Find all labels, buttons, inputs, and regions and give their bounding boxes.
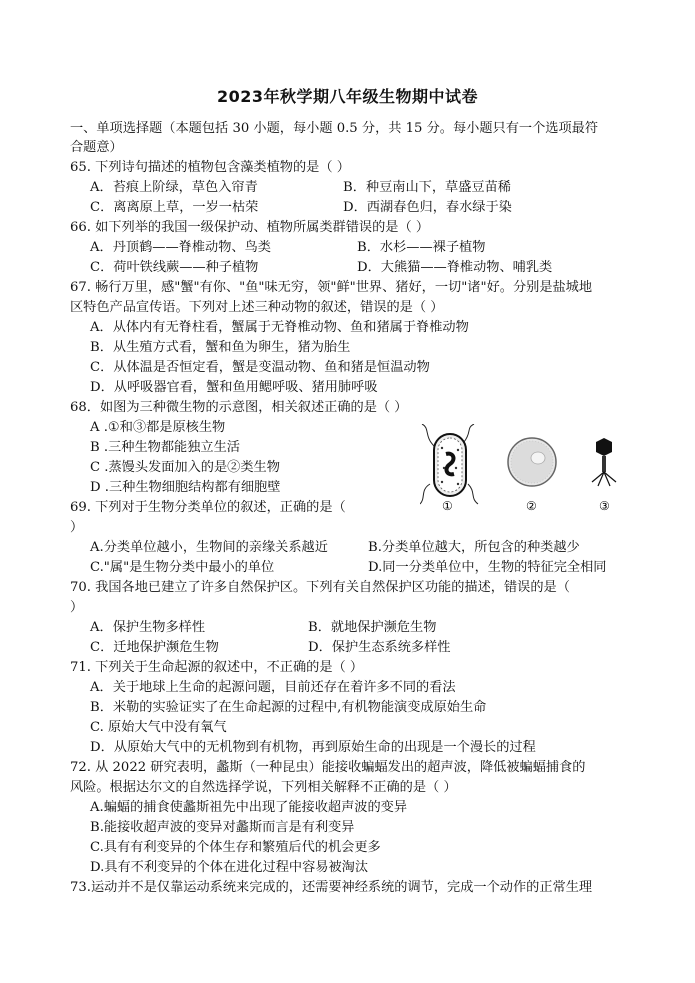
q65-option-b: B．种豆南山下，草盛豆苗稀 [343,180,511,195]
virus-drawing [592,438,616,486]
q71-option-c: C. 原始大气中没有氧气 [90,720,227,735]
q68-stem: 68．如图为三种微生物的示意图，相关叙述正确的是（ ） [70,400,408,415]
q66-option-b: B．水杉——裸子植物 [357,240,486,255]
q67-option-c: C．从体温是否恒定看，蟹是变温动物、鱼和猪是恒温动物 [90,360,430,375]
q68-option-a: A .①和③都是原核生物 [90,420,226,435]
q71-option-d: D．从原始大气中的无机物到有机物，再到原始生命的出现是一个漫长的过程 [90,740,536,755]
exam-title: 2023年秋学期八年级生物期中试卷 [216,87,479,106]
q67-option-b: B．从生殖方式看，蟹和鱼为卵生，猪为胎生 [90,340,351,355]
figure-label-2: ② [526,499,537,513]
q67-option-d: D．从呼吸器官看，蟹和鱼用鳃呼吸、猪用肺呼吸 [90,380,378,395]
q68-option-d: D .三种生物细胞结构都有细胞壁 [90,480,281,495]
q71-option-a: A．关于地球上生命的起源问题，目前还存在着许多不同的看法 [90,680,456,695]
q70-stem-cont: ） [70,600,84,615]
q72-stem-cont: 风险。根据达尔文的自然选择学说，下列相关解释不正确的是（ ） [70,780,457,795]
q73-stem: 73.运动并不是仅靠运动系统来完成的，还需要神经系统的调节，完成一个动作的正常生理 [70,880,593,895]
q69-option-b: B.分类单位越大，所包含的种类越少 [368,540,580,555]
q69-stem-cont: ） [70,520,84,535]
q65-option-a: A．苔痕上阶绿，草色入帘青 [90,180,258,195]
q70-option-a: A．保护生物多样性 [90,620,206,635]
q69-stem: 69. 下列对于生物分类单位的叙述，正确的是（ [70,500,346,515]
q67-stem-cont: 区特色产品宣传语。下列对上述三种动物的叙述，错误的是（ ） [70,300,444,315]
q67-stem: 67. 畅行万里，感"蟹"有你、"鱼"味无穷，领"鲜"世界、猪好，一切"诸"好。分别是盐城地 [70,280,593,295]
q68-option-b: B .三种生物都能独立生活 [90,440,240,455]
q70-option-b: B．就地保护濒危生物 [308,620,437,635]
q65-stem: 65. 下列诗句描述的植物包含藻类植物的是（ ） [70,160,350,175]
q66-option-d: D．大熊猫——脊椎动物、哺乳类 [357,260,553,275]
q70-stem: 70. 我国各地已建立了许多自然保护区。下列有关自然保护区功能的描述，错误的是（ [70,580,570,595]
q69-option-a: A.分类单位越小，生物间的亲缘关系越近 [90,540,328,555]
figure-label-1: ① [442,499,453,513]
q72-stem: 72. 从 2022 研究表明，蠡斯（一种昆虫）能接收蝙蝠发出的超声波，降低被蝙蝠捕食的 [70,760,586,775]
bacterium-drawing [420,424,478,504]
q68-option-c: C .蒸馒头发面加入的是②类生物 [90,460,280,475]
q72-option-a: A.蝙蝠的捕食使蠡斯祖先中出现了能接收超声波的变异 [90,800,408,815]
q72-option-b: B.能接收超声波的变异对蠡斯而言是有利变异 [90,820,355,835]
q67-option-a: A．从体内有无脊柱看，蟹属于无脊椎动物、鱼和猪属于脊椎动物 [90,320,469,335]
q70-option-d: D．保护生态系统多样性 [308,640,451,655]
figure-label-3: ③ [599,499,610,513]
section-heading-cont: 合题意） [70,140,123,155]
q69-option-c: C."属"是生物分类中最小的单位 [90,560,275,575]
q71-stem: 71. 下列关于生命起源的叙述中，不正确的是（ ） [70,660,364,675]
q69-option-d: D.同一分类单位中，生物的特征完全相同 [368,560,607,575]
section-heading: 一、单项选择题（本题包括 30 小题，每小题 0.5 分，共 15 分。每小题只有一个选项最符 [70,121,599,136]
q66-option-c: C．荷叶铁线蕨——种子植物 [90,260,259,275]
q70-option-c: C．迁地保护濒危生物 [90,640,219,655]
q72-option-c: C.具有有利变异的个体生存和繁殖后代的机会更多 [90,840,381,855]
q65-option-d: D．西湖春色归，春水绿于染 [343,200,512,215]
q65-option-c: C．离离原上草，一岁一枯荣 [90,200,259,215]
microorganisms-figure [420,424,635,514]
q66-option-a: A．丹顶鹤——脊椎动物、鸟类 [90,240,271,255]
yeast-drawing [508,438,556,486]
q72-option-d: D.具有不利变异的个体在进化过程中容易被淘汰 [90,860,369,875]
q66-stem: 66. 如下列举的我国一级保护动、植物所属类群错误的是（ ） [70,220,430,235]
q71-option-b: B．米勒的实验证实了在生命起源的过程中,有机物能演变成原始生命 [90,700,487,715]
